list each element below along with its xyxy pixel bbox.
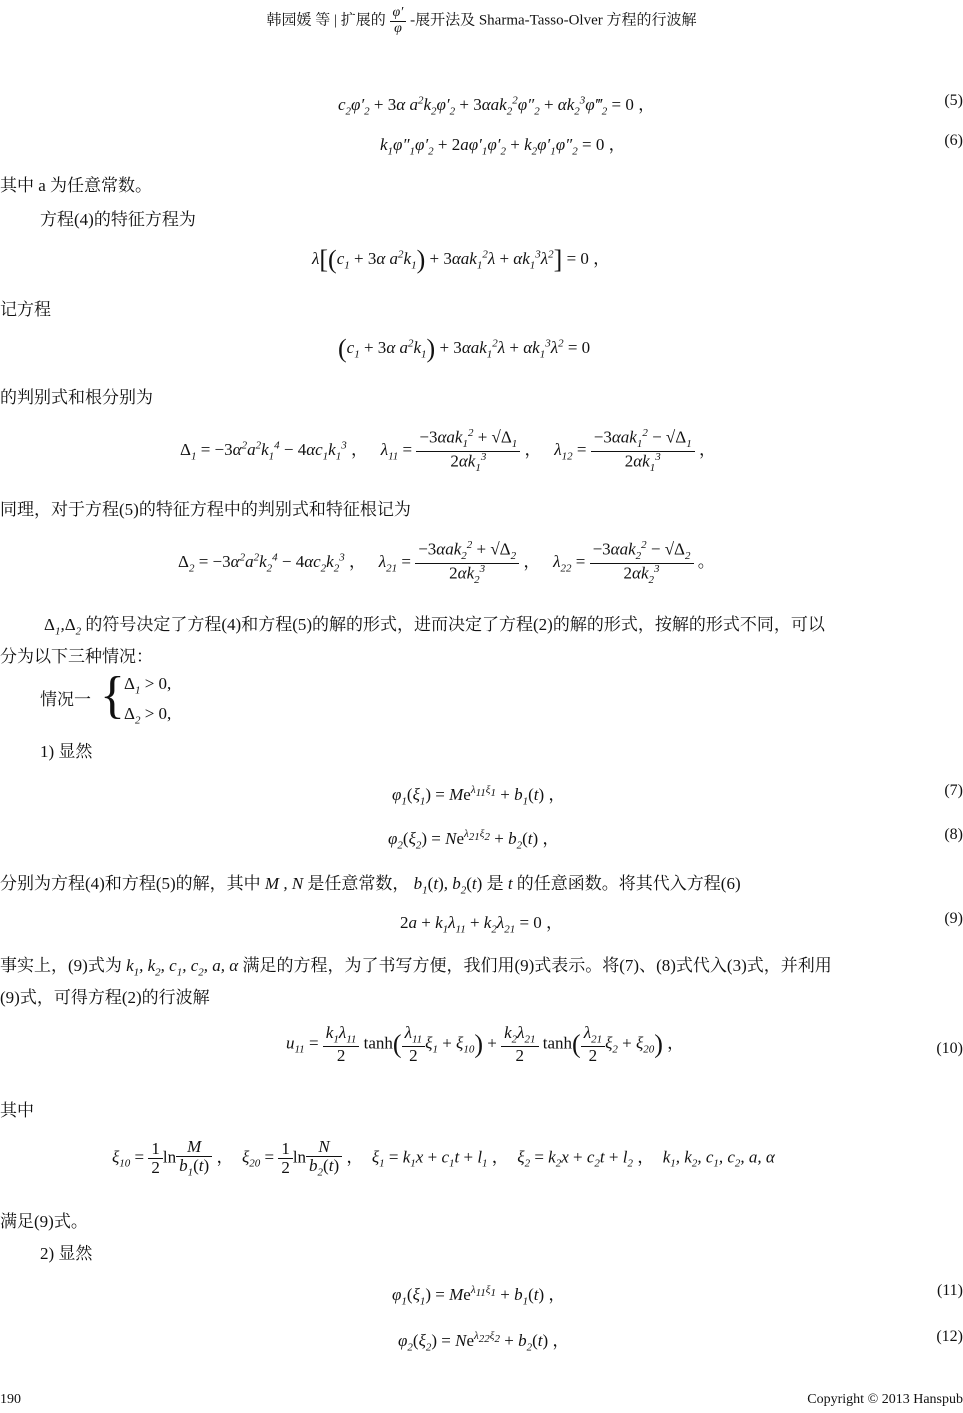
text-solutions-part3: 是	[486, 874, 504, 893]
header-frac-num: φ′	[390, 6, 407, 22]
text-denote-equation: 记方程	[0, 300, 51, 319]
text-obviously-1: 1) 显然	[40, 742, 93, 761]
header-frac-den: φ	[394, 20, 402, 36]
header-fraction	[390, 6, 407, 36]
text-similarly: 同理，对于方程(5)的特征方程中的判别式和特征根记为	[0, 500, 411, 519]
equation-number-9: (9)	[944, 910, 963, 927]
copyright-notice: Copyright © 2013 Hanspub	[807, 1392, 963, 1407]
page-number: 190	[0, 1392, 21, 1407]
case-one-condition-2: $\Delta_2 > 0$,	[124, 704, 172, 727]
equation-6: $k_1\varphi''_1\varphi'_2 + 2a\varphi'_1\varphi'_2 + k_2\varphi'_1\varphi''_2 = 0$ ，	[380, 135, 626, 158]
text-sign-determines: $\Delta_1,\Delta_2$ 的符号决定了方程(4)和方程(5)的解的形式，进而决定了方程(2)的解的形式，按解的形式不同，可以	[44, 615, 825, 638]
text-satisfy-9: 满足(9)式。	[0, 1212, 88, 1231]
case-one-label: 情况一	[40, 690, 91, 709]
quadratic-equation: ($c_1 + 3\alpha$ $a^2k_1) + 3\alpha ak_1^2\lambda + \alpha k_1^3\lambda^2 = 0$	[338, 334, 591, 363]
equation-10: $u_{11}$ = $\frac{k_1\lambda_{11}}{2}$ tanh( $\frac{\lambda_{11}}{2}$ $\xi_1 + \xi_{10}$) + $\frac{k_2\lambda_{21}}{2}$ tanh( $\frac{\lambda_{21}}{2}$ $\xi_2 + \xi_{20}$) ，	[286, 1023, 685, 1065]
equation-7: $\varphi_1(\xi_1) = Me^{\lambda_{11}\xi_1} + b_1(t)$ ，	[392, 784, 566, 808]
equation-8: $\varphi_2(\xi_2) = Ne^{\lambda_{21}\xi_2} + b_2(t)$ ，	[388, 828, 560, 852]
case-one-brace: {	[100, 667, 125, 724]
text-obviously-2: 2) 显然	[40, 1244, 93, 1263]
equation-number-12: (12)	[936, 1328, 963, 1345]
equation-number-7: (7)	[944, 782, 963, 799]
header-title-post: -展开法及 Sharma-Tasso-Olver 方程的行波解	[410, 12, 697, 29]
text-in-fact-part2: 满足的方程，为了书写方便，我们用(9)式表示。将(7)、(8)式代入(3)式，并利用	[242, 956, 832, 975]
text-where: 其中	[0, 1101, 34, 1120]
case-one-condition-1: $\Delta_1 > 0$,	[124, 674, 172, 697]
text-characteristic-eq: 方程(4)的特征方程为	[40, 210, 196, 229]
text-discriminant-roots: 的判别式和根分别为	[0, 388, 153, 407]
text-solutions-part1: 分别为方程(4)和方程(5)的解，其中	[0, 874, 261, 893]
equation-9: $2a + k_1\lambda_{11} + k_2\lambda_{21} = 0$ ，	[400, 913, 564, 936]
equation-12: $\varphi_2(\xi_2) = Ne^{\lambda_{22}\xi_2} + b_2(t)$ ，	[398, 1330, 570, 1354]
text-three-cases: 分为以下三种情况：	[0, 647, 153, 666]
equation-number-10: (10)	[936, 1040, 963, 1057]
text-solutions-sentence: 分别为方程(4)和方程(5)的解，其中 M , N 是任意常数， $b_1(t)$, $b_2(t)$ 是 t 的任意函数。将其代入方程(6)	[0, 874, 741, 897]
text-in-fact-part1: 事实上，(9)式为	[0, 956, 122, 975]
discriminant-1-and-roots: $\Delta_1 = -3\alpha^2a^2k_1^4 - 4\alpha c_1k_1^3$ ， $\lambda_{11}$ = $\frac{-3\alpha ak_1^2 + √\Delta_1}{2\alpha k_1^3}$ ， $\lambda_{12}$ = $\frac{-3\alpha ak_1^2 - √\Delta_1}{2\alpha k_1^3}$ ，	[180, 427, 716, 474]
running-header	[0, 6, 963, 36]
header-authors: 韩园媛 等	[266, 12, 331, 29]
equation-number-8: (8)	[944, 826, 963, 843]
equation-number-6: (6)	[944, 132, 963, 149]
header-title-pre: 扩展的	[340, 12, 386, 29]
characteristic-equation: $\lambda[(c_1 + 3\alpha$ $a^2k_1) + 3\alpha ak_1^2\lambda + \alpha k_1^3\lambda^2] = 0$ ，	[312, 245, 611, 275]
text-solutions-part4: 的任意函数。将其代入方程(6)	[516, 874, 741, 893]
text-traveling-wave: (9)式，可得方程(2)的行波解	[0, 988, 210, 1007]
text-solutions-part2: 是任意常数，	[307, 874, 410, 893]
text-arbitrary-constant: 其中 a 为任意常数。	[0, 176, 153, 195]
text-in-fact: 事实上，(9)式为 $k_1$, $k_2$, $c_1$, $c_2$, a, α 满足的方程，为了书写方便，我们用(9)式表示。将(7)、(8)式代入(3)式，并利用	[0, 956, 832, 979]
equation-number-11: (11)	[936, 1282, 963, 1299]
text-sign-determines-body: 的符号决定了方程(4)和方程(5)的解的形式，进而决定了方程(2)的解的形式，按解的形式不同，可以	[85, 615, 825, 634]
equation-5: $c_2\varphi'_2 + 3\alpha$ $a^2k_2\varphi'_2 + 3\alpha ak_2^2\varphi''_2$ + $\alpha k_2^3\varphi‴_2 = 0$ ，	[338, 94, 656, 118]
discriminant-2-and-roots: $\Delta_2 = -3\alpha^2a^2k_2^4 - 4\alpha c_2k_2^3$ ， $\lambda_{21}$ = $\frac{-3\alpha ak_2^2 + √\Delta_2}{2\alpha k_2^3}$ ， $\lambda_{22}$ = $\frac{-3\alpha ak_2^2 - √\Delta_2}{2\alpha k_2^3}$ 。	[178, 539, 715, 586]
equation-11: $\varphi_1(\xi_1) = Me^{\lambda_{11}\xi_1} + b_1(t)$ ，	[392, 1284, 566, 1308]
header-separator: |	[334, 12, 338, 29]
definitions-xi: $\xi_{10}$ = $\frac{1}{2}$ ln $\frac{M}{b_1(t)}$ ， $\xi_{20}$ = $\frac{1}{2}$ ln $\frac{N}{b_2(t)}$ ， $\xi_1 = k_1x + c_1t + l_1$ ， $\xi_2 = k_2x + c_2t + l_2$ ， $k_1$, $k_2$, $c_1$, $c_2$, a, α	[112, 1137, 775, 1179]
equation-number-5: (5)	[944, 92, 963, 109]
